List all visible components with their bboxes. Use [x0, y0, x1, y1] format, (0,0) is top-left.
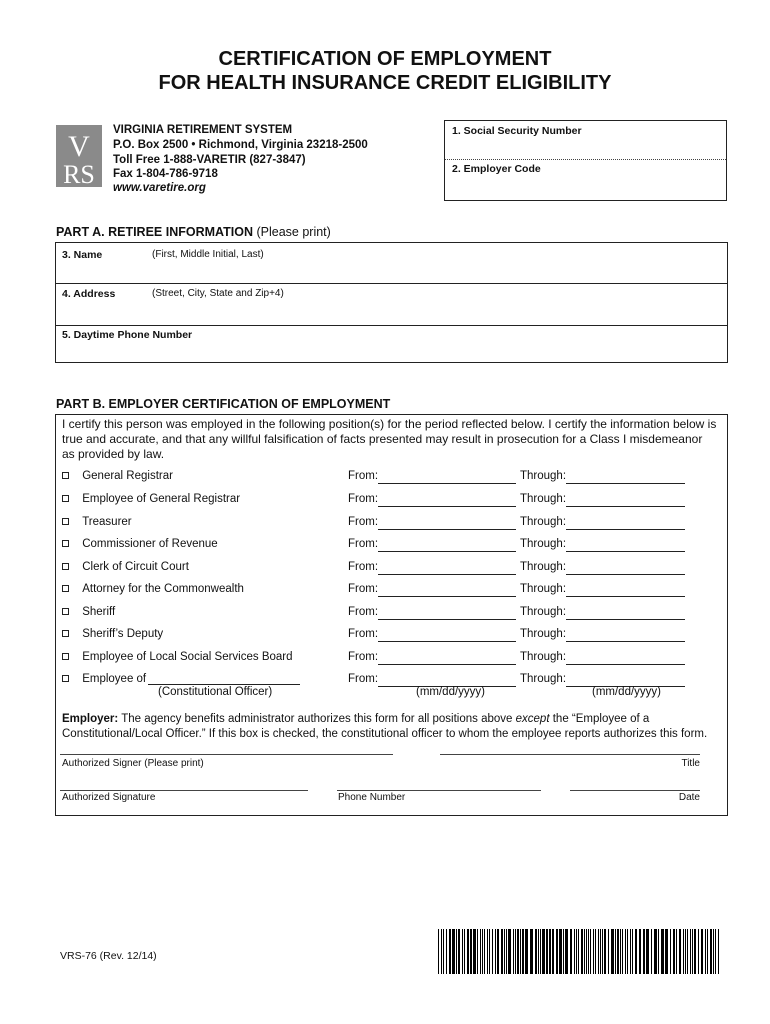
- barcode-bar: [489, 929, 490, 974]
- barcode-bar: [515, 929, 516, 974]
- barcode-bar: [584, 929, 585, 974]
- barcode-bar: [525, 929, 528, 974]
- barcode-bar: [473, 929, 476, 974]
- from-date-field[interactable]: [378, 619, 516, 620]
- name-label: 3. Name: [62, 249, 103, 261]
- through-date-field[interactable]: [566, 506, 685, 507]
- position-label: Employee of: [82, 673, 147, 685]
- barcode-bar: [713, 929, 714, 974]
- barcode-bar: [676, 929, 677, 974]
- barcode-bar: [698, 929, 699, 974]
- barcode-bar: [611, 929, 614, 974]
- barcode-bar: [588, 929, 589, 974]
- barcode-bar: [646, 929, 649, 974]
- logo-rs: RS: [63, 160, 95, 187]
- through-date-format: (mm/dd/yyyy): [592, 686, 661, 698]
- from-label: From:: [348, 628, 379, 640]
- part-a-note: (Please print): [256, 225, 331, 239]
- barcode-bar: [513, 929, 514, 974]
- through-date-field[interactable]: [566, 641, 685, 642]
- position-checkbox[interactable]: [62, 518, 69, 525]
- through-date-field[interactable]: [566, 551, 685, 552]
- position-label: Commissioner of Revenue: [82, 538, 218, 550]
- barcode-bar: [581, 929, 583, 974]
- through-label: Through:: [520, 516, 567, 528]
- barcode-bar: [456, 929, 457, 974]
- title-line[interactable]: [440, 754, 700, 755]
- barcode-bar: [477, 929, 478, 974]
- org-tollfree: Toll Free 1-888-VARETIR (827-3847): [113, 154, 306, 166]
- from-label: From:: [348, 538, 379, 550]
- barcode-bar: [625, 929, 626, 974]
- barcode-bar: [504, 929, 505, 974]
- authorized-signature-label: Authorized Signature: [62, 792, 156, 803]
- position-checkbox[interactable]: [62, 563, 69, 570]
- barcode-bar: [495, 929, 496, 974]
- barcode-bar: [632, 929, 633, 974]
- from-date-field[interactable]: [378, 596, 516, 597]
- barcode-bar: [443, 929, 444, 974]
- phone-number-label: Phone Number: [338, 792, 406, 803]
- barcode-bar: [559, 929, 562, 974]
- barcode-bar: [598, 929, 599, 974]
- org-website-text: www.varetire.org: [113, 182, 206, 194]
- barcode-bar: [522, 929, 524, 974]
- position-row: [62, 651, 293, 663]
- employer-code-label: 2. Employer Code: [452, 163, 541, 175]
- barcode-bar: [661, 929, 664, 974]
- barcode-bar: [643, 929, 645, 974]
- from-date-field[interactable]: [378, 551, 516, 552]
- barcode-bar: [530, 929, 533, 974]
- employer-note-text2: the “Employee of a Constitutional/Local Officer.” If this box is checked, the constitutional officer to whom the employee reports authorizes this form.: [62, 713, 708, 740]
- barcode-bar: [462, 929, 463, 974]
- from-date-field[interactable]: [378, 641, 516, 642]
- barcode-bar: [542, 929, 545, 974]
- from-label: From:: [348, 493, 379, 505]
- through-label: Through:: [520, 628, 567, 640]
- barcode-bar: [701, 929, 703, 974]
- barcode-bar: [670, 929, 671, 974]
- barcode-bar: [441, 929, 442, 974]
- employer-note-bold: Employer:: [62, 713, 119, 725]
- barcode-bar: [570, 929, 572, 974]
- from-label: From:: [348, 561, 379, 573]
- through-label: Through:: [520, 538, 567, 550]
- position-label: Sheriff’s Deputy: [82, 628, 164, 640]
- from-label: From:: [348, 516, 379, 528]
- barcode-bar: [501, 929, 503, 974]
- name-hint: (First, Middle Initial, Last): [152, 249, 264, 260]
- barcode-bar: [458, 929, 460, 974]
- barcode-bar: [578, 929, 579, 974]
- position-row: [62, 538, 218, 550]
- barcode-bar: [506, 929, 507, 974]
- barcode-bar: [604, 929, 606, 974]
- from-date-field[interactable]: [378, 483, 516, 484]
- position-checkbox[interactable]: [62, 675, 69, 682]
- barcode-bar: [484, 929, 485, 974]
- position-row: [62, 470, 173, 482]
- position-checkbox[interactable]: [62, 495, 69, 502]
- barcode-bar: [470, 929, 472, 974]
- barcode-bar: [620, 929, 621, 974]
- barcode-bar: [679, 929, 681, 974]
- barcode-bar: [497, 929, 499, 974]
- from-date-field[interactable]: [378, 506, 516, 507]
- through-date-field[interactable]: [566, 483, 685, 484]
- position-checkbox[interactable]: [62, 540, 69, 547]
- through-date-field[interactable]: [566, 574, 685, 575]
- form-id: VRS-76 (Rev. 12/14): [60, 950, 157, 962]
- barcode-bar: [685, 929, 686, 974]
- barcode-bar: [622, 929, 623, 974]
- barcode-bar: [520, 929, 521, 974]
- through-label: Through:: [520, 606, 567, 618]
- retiree-info-box: [55, 242, 728, 363]
- position-label: Employee of Local Social Services Board: [82, 651, 293, 663]
- from-label: From:: [348, 470, 379, 482]
- from-label: From:: [348, 673, 379, 685]
- date-label: Date: [678, 792, 700, 803]
- through-label: Through:: [520, 561, 567, 573]
- barcode-bar: [608, 929, 609, 974]
- employer-code-field[interactable]: [445, 176, 726, 200]
- barcode-bar: [673, 929, 675, 974]
- barcode-bar: [710, 929, 712, 974]
- through-label: Through:: [520, 673, 567, 685]
- barcode-bar: [482, 929, 483, 974]
- barcode-bar: [692, 929, 693, 974]
- barcode-bar: [487, 929, 488, 974]
- from-label: From:: [348, 606, 379, 618]
- employer-note: [62, 712, 712, 742]
- employer-note-except: except: [515, 713, 550, 725]
- barcode-bar: [586, 929, 587, 974]
- barcode-bar: [690, 929, 691, 974]
- through-label: Through:: [520, 651, 567, 663]
- barcode-bar: [565, 929, 568, 974]
- from-label: From:: [348, 651, 379, 663]
- barcode: [438, 929, 722, 974]
- position-label: Attorney for the Commonwealth: [82, 583, 244, 595]
- barcode-bar: [694, 929, 696, 974]
- barcode-bar: [574, 929, 575, 974]
- through-date-field[interactable]: [566, 529, 685, 530]
- address-label: 4. Address: [62, 288, 116, 300]
- authorized-signature-line[interactable]: [60, 790, 308, 791]
- barcode-bar: [449, 929, 451, 974]
- barcode-bar: [556, 929, 558, 974]
- position-label: Employee of General Registrar: [82, 493, 241, 505]
- position-row: [62, 606, 115, 618]
- part-a-title: PART A. RETIREE INFORMATION: [56, 225, 253, 239]
- barcode-bar: [538, 929, 539, 974]
- org-website[interactable]: [113, 181, 206, 196]
- barcode-bar: [480, 929, 481, 974]
- name-field[interactable]: [56, 243, 727, 283]
- barcode-bar: [563, 929, 564, 974]
- org-name: VIRGINIA RETIREMENT SYSTEM: [113, 124, 293, 136]
- barcode-bar: [452, 929, 455, 974]
- ssn-employer-code-box: [444, 120, 727, 201]
- authorized-signer-label: Authorized Signer (Please print): [62, 758, 204, 769]
- phone-field[interactable]: [56, 326, 727, 362]
- from-date-format: (mm/dd/yyyy): [416, 686, 485, 698]
- phone-number-line[interactable]: [337, 790, 541, 791]
- address-field[interactable]: [56, 284, 727, 325]
- from-date-field[interactable]: [378, 664, 516, 665]
- position-row: [62, 673, 146, 685]
- phone-label: 5. Daytime Phone Number: [62, 329, 193, 341]
- barcode-bar: [446, 929, 447, 974]
- barcode-bar: [438, 929, 439, 974]
- position-row: [62, 516, 132, 528]
- barcode-bar: [635, 929, 637, 974]
- position-row: [62, 561, 189, 573]
- barcode-bar: [535, 929, 537, 974]
- logo-v: V: [68, 130, 90, 163]
- certification-text: I certify this person was employed in the following position(s) for the period reflected below. I certify the information below is true and accurate, and that any willful falsification of facts presented may result in prosecution for a Class I misdemeanor as provided by law.: [62, 417, 717, 461]
- title-label: Title: [681, 758, 700, 769]
- position-row: [62, 628, 163, 640]
- ssn-label: 1. Social Security Number: [452, 125, 582, 137]
- barcode-bar: [508, 929, 511, 974]
- part-b-heading: PART B. EMPLOYER CERTIFICATION OF EMPLOYMENT: [56, 397, 391, 411]
- barcode-bar: [600, 929, 601, 974]
- from-label: From:: [348, 583, 379, 595]
- position-checkbox[interactable]: [62, 630, 69, 637]
- authorized-signer-line[interactable]: [60, 754, 393, 755]
- through-date-field[interactable]: [566, 619, 685, 620]
- barcode-bar: [595, 929, 596, 974]
- box-divider: [445, 159, 726, 160]
- position-row: [62, 583, 244, 595]
- position-label: Clerk of Circuit Court: [82, 561, 189, 573]
- barcode-bar: [658, 929, 659, 974]
- barcode-bar: [593, 929, 594, 974]
- barcode-bar: [549, 929, 551, 974]
- barcode-bar: [517, 929, 519, 974]
- date-line[interactable]: [570, 790, 700, 791]
- barcode-bar: [651, 929, 652, 974]
- position-label: Sheriff: [82, 606, 116, 618]
- barcode-bar: [630, 929, 631, 974]
- position-checkbox[interactable]: [62, 608, 69, 615]
- position-checkbox[interactable]: [62, 472, 69, 479]
- barcode-bar: [576, 929, 577, 974]
- constitutional-officer-label: (Constitutional Officer): [158, 686, 273, 698]
- barcode-bar: [540, 929, 541, 974]
- from-date-field[interactable]: [378, 574, 516, 575]
- barcode-bar: [627, 929, 628, 974]
- barcode-bar: [464, 929, 465, 974]
- barcode-bar: [546, 929, 548, 974]
- constitutional-officer-field[interactable]: [148, 684, 300, 685]
- barcode-bar: [654, 929, 657, 974]
- through-label: Through:: [520, 470, 567, 482]
- barcode-bar: [705, 929, 706, 974]
- from-date-field[interactable]: [378, 529, 516, 530]
- ssn-field[interactable]: [445, 137, 726, 159]
- barcode-bar: [590, 929, 591, 974]
- barcode-bar: [639, 929, 641, 974]
- barcode-bar: [665, 929, 668, 974]
- barcode-bar: [715, 929, 716, 974]
- address-hint: (Street, City, State and Zip+4): [152, 288, 284, 299]
- position-checkbox[interactable]: [62, 653, 69, 660]
- barcode-bar: [683, 929, 684, 974]
- through-label: Through:: [520, 493, 567, 505]
- form-title-line2: FOR HEALTH INSURANCE CREDIT ELIGIBILITY: [158, 72, 612, 94]
- part-a-heading: [56, 225, 331, 239]
- vrs-logo: [56, 125, 102, 187]
- barcode-bar: [552, 929, 554, 974]
- barcode-bar: [615, 929, 616, 974]
- through-date-field[interactable]: [566, 664, 685, 665]
- position-checkbox[interactable]: [62, 585, 69, 592]
- barcode-bar: [617, 929, 619, 974]
- barcode-bar: [492, 929, 493, 974]
- position-label: General Registrar: [82, 470, 173, 482]
- barcode-bar: [687, 929, 688, 974]
- through-label: Through:: [520, 583, 567, 595]
- barcode-bar: [707, 929, 708, 974]
- barcode-bar: [602, 929, 603, 974]
- employer-note-text1: The agency benefits administrator authorizes this form for all positions above: [118, 713, 516, 725]
- through-date-field[interactable]: [566, 596, 685, 597]
- barcode-bar: [467, 929, 469, 974]
- form-title-line1: CERTIFICATION OF EMPLOYMENT: [218, 48, 552, 70]
- org-fax: Fax 1-804-786-9718: [113, 168, 218, 180]
- position-label: Treasurer: [82, 516, 132, 528]
- position-row: [62, 493, 240, 505]
- barcode-bar: [718, 929, 719, 974]
- org-address: P.O. Box 2500 • Richmond, Virginia 23218-2500: [113, 139, 368, 151]
